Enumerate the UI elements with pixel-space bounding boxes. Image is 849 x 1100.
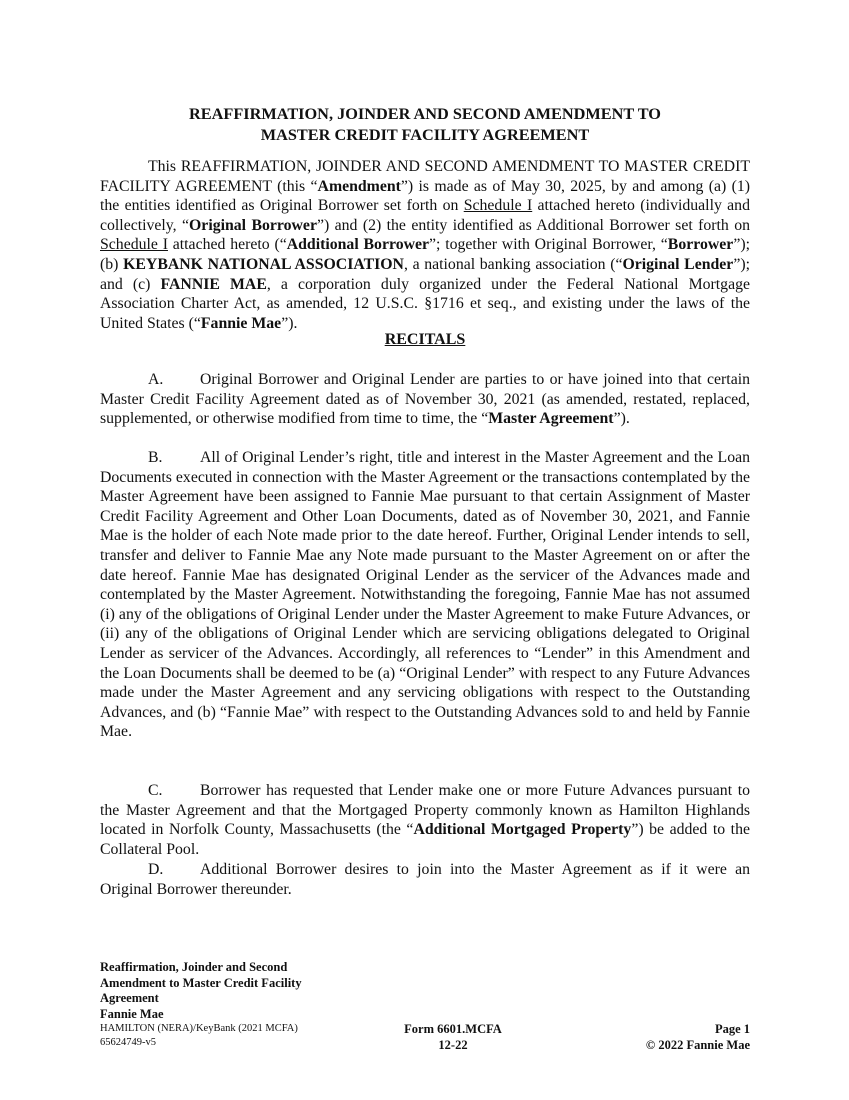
title-line-1: REAFFIRMATION, JOINDER AND SECOND AMENDMENT TO xyxy=(189,104,661,123)
defined-term: Additional Mortgaged Property xyxy=(413,821,632,839)
footer-document-id: 65624749-v5 xyxy=(100,1037,156,1048)
schedule-reference: Schedule I xyxy=(463,197,533,215)
recital-b: B. All of Original Lender’s right, title and interest in the Master Agreement and the Loan Documents executed in connection with the Master Agreement or the transactions contemplated by the Master Agreement have been assigned to Fannie Mae pursuant to that certain Assignment of Master Credit Facility Agreement and Other Loan Documents, dated as of November 30, 2021, and Fannie Mae is the holder of each Note made prior to the date hereof. Further, Original Lender intends to sell, transfer and deliver to Fannie Mae any Note made pursuant to the Master Agreement on or after the date hereof. Fannie Mae has designated Original Lender as the servicer of the Advances made and contemplated by the Master Agreement. Notwithstanding the foregoing, Fannie Mae has not assumed (i) any of the obligations of Original Lender under the Master Agreement to make Future Advances, or (ii) any of the obligations of Original Lender which are servicing obligations delegated to Original Lender as servicer of the Advances. Accordingly, all references to “Lender” in this Amendment and the Loan Documents shall be deemed to be (a) “Original Lender” with respect to any Future Advances made under the Master Agreement and any servicing obligations with respect to the Outstanding Advances, and (b) “Fannie Mae” with respect to the Outstanding Advances sold to and held by Fannie Mae. xyxy=(100,449,750,741)
recital-label: C. xyxy=(148,782,163,799)
document-title xyxy=(100,103,750,145)
footer-form-number: Form 6601.MCFA 12-22 xyxy=(404,1022,502,1052)
party-name: KEYBANK NATIONAL ASSOCIATION xyxy=(123,255,404,273)
page-number: Page 1 xyxy=(714,1022,750,1036)
defined-term: Borrower xyxy=(667,236,734,254)
schedule-reference: Schedule I xyxy=(100,236,168,254)
copyright: © 2022 Fannie Mae xyxy=(645,1037,750,1052)
defined-term: Original Lender xyxy=(622,255,734,273)
recital-a: A. Original Borrower and Original Lender are parties to or have joined into that certain Master Credit Facility Agreement dated as of November 30, 2021 (as amended, restated, replaced, supplemented, or otherwise modified from time to time, the “Master Agreement”). xyxy=(100,371,750,428)
recital-label: B. xyxy=(148,449,163,466)
recitals-heading: RECITALS xyxy=(384,331,466,348)
defined-term: Additional Borrower xyxy=(286,236,430,254)
intro-paragraph: This REAFFIRMATION, JOINDER AND SECOND AMENDMENT TO MASTER CREDIT FACILITY AGREEMENT (this “Amendment”) is made as of May 30, 2025, by and among (a) (1) the entities identified as Original Borrower set forth on Schedule I attached hereto (individually and collectively, “Original Borrower”) and (2) the entity identified as Additional Borrower set forth on Schedule I attached hereto (“Additional Borrower”; together with Original Borrower, “Borrower”); (b) KEYBANK NATIONAL ASSOCIATION, a national banking association (“Original Lender”); and (c) FANNIE MAE, a corporation duly organized under the Federal National Mortgage Association Charter Act, as amended, 12 U.S.C. §1716 et seq., and existing under the laws of the United States (“Fannie Mae”). xyxy=(100,158,750,332)
party-name: FANNIE MAE xyxy=(160,275,267,293)
recital-d: D. Additional Borrower desires to join into the Master Agreement as if it were an Original Borrower thereunder. xyxy=(100,861,750,898)
recital-label: D. xyxy=(148,861,164,878)
recital-c: C. Borrower has requested that Lender make one or more Future Advances pursuant to the Master Agreement and that the Mortgaged Property commonly known as Hamilton Highlands located in Norfolk County, Massachusetts (the “Additional Mortgaged Property”) be added to the Collateral Pool. xyxy=(100,782,750,858)
recital-label: A. xyxy=(148,371,164,388)
defined-term: Amendment xyxy=(317,177,401,195)
footer-document-info: Reaffirmation, Joinder and Second Amendment to Master Credit Facility Agreement Fannie Mae HAMILTON (NERA)/KeyBank (2021 MCFA) 65624749-v5 xyxy=(100,960,360,1050)
footer-page-info xyxy=(600,1022,750,1053)
defined-term: Fannie Mae xyxy=(200,314,282,332)
defined-term: Original Borrower xyxy=(189,216,317,234)
footer-file-reference: HAMILTON (NERA)/KeyBank (2021 MCFA) xyxy=(100,1023,298,1034)
defined-term: Master Agreement xyxy=(488,410,614,428)
title-line-2: MASTER CREDIT FACILITY AGREEMENT xyxy=(260,125,590,144)
